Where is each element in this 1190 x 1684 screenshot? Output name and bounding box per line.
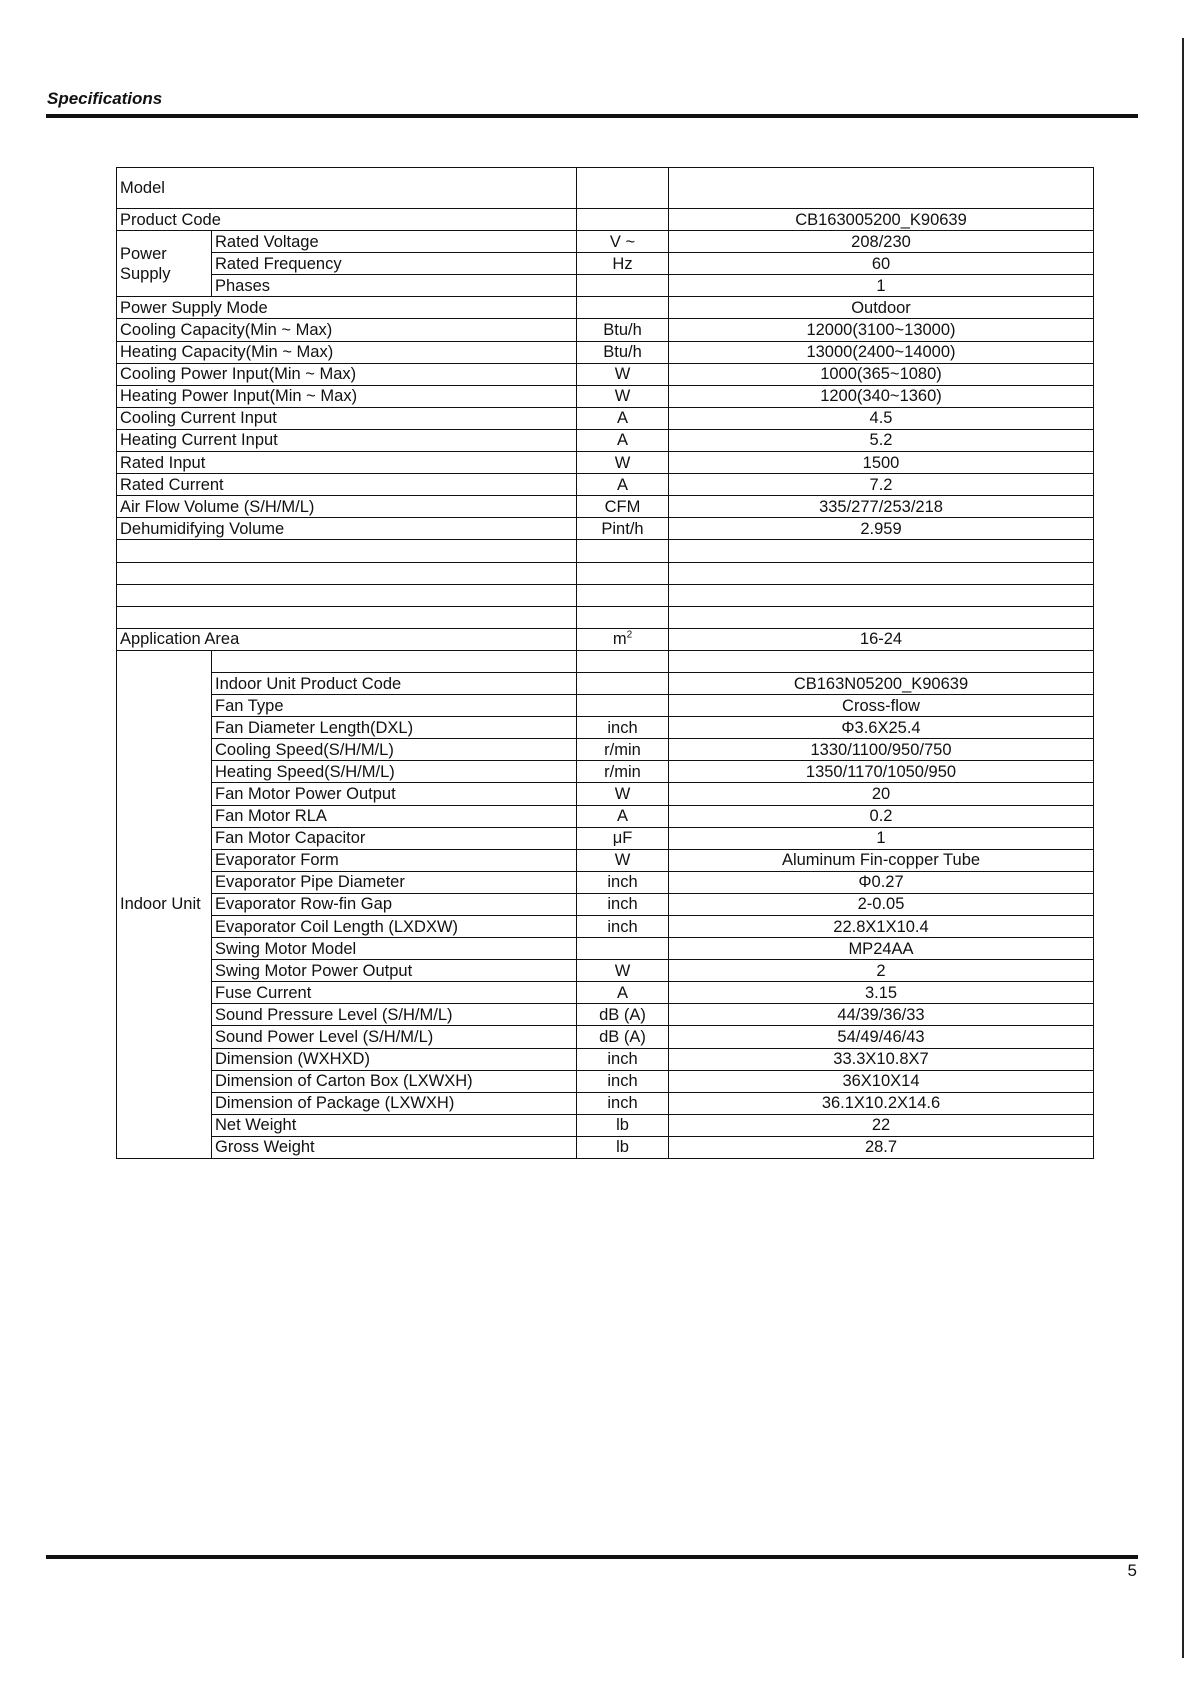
unit-base: m — [612, 630, 627, 649]
empty-cell — [577, 606, 669, 628]
row-unit: Pint/h — [577, 518, 669, 540]
row-unit: r/min — [577, 761, 669, 783]
table-row — [117, 871, 1094, 893]
row-unit: A — [577, 407, 669, 429]
table-row — [117, 429, 1094, 451]
table-row — [117, 1070, 1094, 1092]
indoor-unit-group-label: Indoor Unit — [117, 650, 212, 1158]
row-label: Fan Diameter Length(DXL) — [212, 717, 577, 739]
row-unit: r/min — [577, 739, 669, 761]
row-label: Heating Capacity(Min ~ Max) — [117, 341, 577, 363]
table-row — [117, 1026, 1094, 1048]
table-row — [117, 474, 1094, 496]
row-value: 3.15 — [669, 982, 1094, 1004]
row-label: Dimension (WXHXD) — [212, 1048, 577, 1070]
empty-cell — [577, 584, 669, 606]
row-unit — [577, 275, 669, 297]
row-value: 28.7 — [669, 1136, 1094, 1158]
row-unit: W — [577, 452, 669, 474]
row-unit: inch — [577, 1048, 669, 1070]
row-unit: dB (A) — [577, 1026, 669, 1048]
row-value: 1200(340~1360) — [669, 385, 1094, 407]
empty-cell — [669, 584, 1094, 606]
row-unit: Btu/h — [577, 341, 669, 363]
empty-row — [117, 562, 1094, 584]
row-value: 1 — [669, 275, 1094, 297]
row-unit: A — [577, 474, 669, 496]
table-row — [117, 827, 1094, 849]
row-unit: dB (A) — [577, 1004, 669, 1026]
row-label: Fan Type — [212, 695, 577, 717]
table-row — [117, 628, 1094, 650]
table-row — [117, 960, 1094, 982]
page-number: 5 — [1127, 1561, 1137, 1580]
table-row — [117, 496, 1094, 518]
table-row — [117, 1048, 1094, 1070]
table-row — [117, 253, 1094, 275]
table-row — [117, 695, 1094, 717]
row-label: Evaporator Coil Length (LXDXW) — [212, 916, 577, 938]
model-value — [669, 168, 1094, 209]
row-label: Rated Frequency — [212, 253, 577, 275]
table-row — [117, 319, 1094, 341]
row-unit — [577, 297, 669, 319]
row-label: Dehumidifying Volume — [117, 518, 577, 540]
row-label: Cooling Capacity(Min ~ Max) — [117, 319, 577, 341]
table-row — [117, 168, 1094, 209]
row-value: 2.959 — [669, 518, 1094, 540]
row-value: 1350/1170/1050/950 — [669, 761, 1094, 783]
row-value: CB163N05200_K90639 — [669, 672, 1094, 694]
row-value: Φ3.6X25.4 — [669, 717, 1094, 739]
empty-cell — [117, 584, 577, 606]
row-value: 2 — [669, 960, 1094, 982]
empty-cell — [212, 650, 577, 672]
row-value: 0.2 — [669, 805, 1094, 827]
row-value: 335/277/253/218 — [669, 496, 1094, 518]
row-label: Evaporator Row-fin Gap — [212, 893, 577, 915]
table-row — [117, 297, 1094, 319]
row-value: 1 — [669, 827, 1094, 849]
table-row — [117, 783, 1094, 805]
row-label: Sound Power Level (S/H/M/L) — [212, 1026, 577, 1048]
row-label: Dimension of Carton Box (LXWXH) — [212, 1070, 577, 1092]
empty-cell — [577, 540, 669, 562]
row-label: Rated Voltage — [212, 231, 577, 253]
row-label: Cooling Current Input — [117, 407, 577, 429]
row-label: Rated Input — [117, 452, 577, 474]
empty-cell — [669, 540, 1094, 562]
empty-cell — [669, 606, 1094, 628]
row-label: Phases — [212, 275, 577, 297]
page-edge-line — [1182, 38, 1184, 1658]
table-row — [117, 1092, 1094, 1114]
row-unit: inch — [577, 717, 669, 739]
table-row — [117, 739, 1094, 761]
row-unit: CFM — [577, 496, 669, 518]
application-area-value: 16-24 — [669, 628, 1094, 650]
table-row — [117, 407, 1094, 429]
table-row — [117, 1114, 1094, 1136]
row-unit: inch — [577, 916, 669, 938]
table-row — [117, 982, 1094, 1004]
row-unit: A — [577, 982, 669, 1004]
row-value: 44/39/36/33 — [669, 1004, 1094, 1026]
row-label: Swing Motor Power Output — [212, 960, 577, 982]
specifications-table — [116, 167, 1094, 1159]
row-value: 5.2 — [669, 429, 1094, 451]
table-row — [117, 363, 1094, 385]
row-unit: inch — [577, 871, 669, 893]
row-value: 36X10X14 — [669, 1070, 1094, 1092]
row-label: Evaporator Form — [212, 849, 577, 871]
row-label: Air Flow Volume (S/H/M/L) — [117, 496, 577, 518]
table-row — [117, 916, 1094, 938]
row-value: Φ0.27 — [669, 871, 1094, 893]
row-unit: W — [577, 849, 669, 871]
table-row — [117, 1004, 1094, 1026]
row-label: Fan Motor Power Output — [212, 783, 577, 805]
row-unit — [577, 695, 669, 717]
row-unit: A — [577, 805, 669, 827]
table-row — [117, 231, 1094, 253]
empty-row — [117, 650, 1094, 672]
row-unit: inch — [577, 1070, 669, 1092]
row-unit: W — [577, 385, 669, 407]
header-rule — [46, 114, 1138, 118]
application-area-label: Application Area — [117, 628, 577, 650]
table-row — [117, 518, 1094, 540]
row-label: Fuse Current — [212, 982, 577, 1004]
row-value: 7.2 — [669, 474, 1094, 496]
product-code-unit — [577, 209, 669, 231]
row-value: 208/230 — [669, 231, 1094, 253]
row-unit — [577, 672, 669, 694]
row-value: 54/49/46/43 — [669, 1026, 1094, 1048]
row-label: Indoor Unit Product Code — [212, 672, 577, 694]
row-unit: W — [577, 783, 669, 805]
row-unit: lb — [577, 1136, 669, 1158]
row-label: Heating Power Input(Min ~ Max) — [117, 385, 577, 407]
row-label: Dimension of Package (LXWXH) — [212, 1092, 577, 1114]
product-code-label: Product Code — [117, 209, 577, 231]
empty-cell — [577, 562, 669, 584]
row-label: Net Weight — [212, 1114, 577, 1136]
row-label: Power Supply Mode — [117, 297, 577, 319]
row-label: Rated Current — [117, 474, 577, 496]
table-row — [117, 452, 1094, 474]
empty-cell — [117, 540, 577, 562]
unit-exponent: 2 — [626, 629, 633, 641]
empty-cell — [117, 562, 577, 584]
row-value: 1000(365~1080) — [669, 363, 1094, 385]
application-area-unit — [577, 628, 669, 650]
row-value: Outdoor — [669, 297, 1094, 319]
table-row — [117, 761, 1094, 783]
row-label: Evaporator Pipe Diameter — [212, 871, 577, 893]
row-label: Heating Current Input — [117, 429, 577, 451]
row-label: Sound Pressure Level (S/H/M/L) — [212, 1004, 577, 1026]
row-unit: A — [577, 429, 669, 451]
row-value: 12000(3100~13000) — [669, 319, 1094, 341]
empty-cell — [669, 650, 1094, 672]
row-value: 36.1X10.2X14.6 — [669, 1092, 1094, 1114]
row-label: Heating Speed(S/H/M/L) — [212, 761, 577, 783]
row-value: Aluminum Fin-copper Tube — [669, 849, 1094, 871]
model-unit — [577, 168, 669, 209]
row-label: Cooling Power Input(Min ~ Max) — [117, 363, 577, 385]
row-label: Cooling Speed(S/H/M/L) — [212, 739, 577, 761]
table-row — [117, 209, 1094, 231]
row-value: 13000(2400~14000) — [669, 341, 1094, 363]
empty-row — [117, 584, 1094, 606]
product-code-value: CB163005200_K90639 — [669, 209, 1094, 231]
table-row — [117, 717, 1094, 739]
row-value: 1500 — [669, 452, 1094, 474]
table-row — [117, 385, 1094, 407]
row-unit: Hz — [577, 253, 669, 275]
row-value: 33.3X10.8X7 — [669, 1048, 1094, 1070]
table-row — [117, 849, 1094, 871]
footer-rule — [46, 1555, 1138, 1559]
power-supply-group-label: Power Supply — [117, 231, 212, 297]
row-unit: inch — [577, 1092, 669, 1114]
row-unit: V ~ — [577, 231, 669, 253]
row-value: 2-0.05 — [669, 893, 1094, 915]
row-unit — [577, 938, 669, 960]
row-value: 22 — [669, 1114, 1094, 1136]
empty-row — [117, 606, 1094, 628]
table-row — [117, 938, 1094, 960]
row-unit: W — [577, 960, 669, 982]
row-label: Gross Weight — [212, 1136, 577, 1158]
row-unit: lb — [577, 1114, 669, 1136]
row-value: MP24AA — [669, 938, 1094, 960]
table-row — [117, 341, 1094, 363]
empty-cell — [117, 606, 577, 628]
row-unit: inch — [577, 893, 669, 915]
row-value: 60 — [669, 253, 1094, 275]
row-value: 4.5 — [669, 407, 1094, 429]
page-header-title: Specifications — [47, 89, 163, 108]
row-value: 1330/1100/950/750 — [669, 739, 1094, 761]
row-unit: μF — [577, 827, 669, 849]
table-row — [117, 805, 1094, 827]
row-value: 20 — [669, 783, 1094, 805]
empty-cell — [577, 650, 669, 672]
row-value: 22.8X1X10.4 — [669, 916, 1094, 938]
row-unit: Btu/h — [577, 319, 669, 341]
model-label: Model — [117, 168, 577, 209]
table-row — [117, 893, 1094, 915]
table-row — [117, 672, 1094, 694]
empty-cell — [669, 562, 1094, 584]
row-unit: W — [577, 363, 669, 385]
row-label: Fan Motor RLA — [212, 805, 577, 827]
table-row — [117, 1136, 1094, 1158]
empty-row — [117, 540, 1094, 562]
row-label: Fan Motor Capacitor — [212, 827, 577, 849]
table-row — [117, 275, 1094, 297]
row-label: Swing Motor Model — [212, 938, 577, 960]
row-value: Cross-flow — [669, 695, 1094, 717]
